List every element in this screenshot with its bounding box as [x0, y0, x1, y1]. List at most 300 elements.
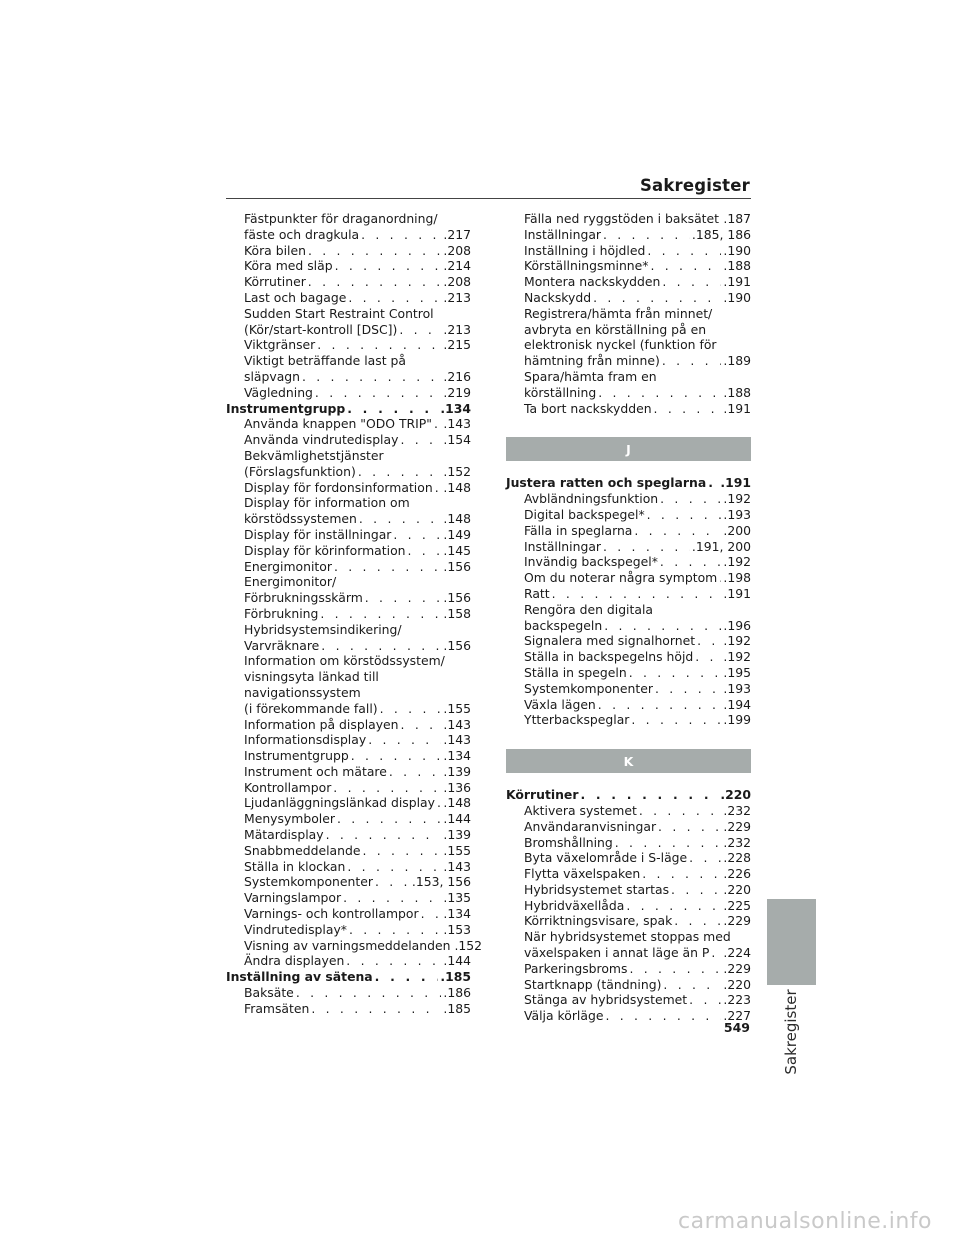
- index-entry: [226, 385, 471, 401]
- dot-leader: [642, 866, 721, 882]
- index-entry-page: .193: [723, 680, 751, 696]
- dot-leader: [347, 401, 438, 417]
- index-entry: [226, 337, 471, 353]
- spacer: [506, 728, 751, 749]
- index-entry-page: .195: [723, 664, 751, 680]
- index-entry-text: Signalera med signalhornet: [524, 633, 696, 649]
- index-entry-page: .223: [723, 992, 751, 1008]
- index-entry-text: avbryta en körställning på en: [524, 321, 707, 337]
- index-entry: [226, 448, 471, 464]
- dot-leader: [343, 890, 441, 906]
- index-entry-text: navigationssystem: [244, 684, 361, 700]
- dot-leader: [639, 803, 722, 819]
- index-entry-text: Användaranvisningar: [524, 818, 657, 834]
- index-entry-text: Avbländningsfunktion: [524, 491, 659, 507]
- index-entry-page: .192: [723, 649, 751, 665]
- index-entry-text: (i förekommande fall): [244, 700, 378, 716]
- spacer: [506, 416, 751, 437]
- index-entry: [226, 717, 471, 733]
- index-entry-page: .155: [443, 842, 471, 858]
- index-entry: [506, 491, 751, 507]
- index-entry: [506, 803, 751, 819]
- index-entry-page: .190: [723, 289, 751, 305]
- index-entry: [226, 874, 471, 890]
- index-entry: [506, 866, 751, 882]
- index-entry-text: Last och bagage: [244, 289, 347, 305]
- index-entry: [226, 780, 471, 796]
- index-entry-page: .156: [443, 590, 471, 606]
- index-entry-page: .154: [443, 432, 471, 448]
- index-entry-text: Varningslampor: [244, 890, 342, 906]
- index-entry-page: .208: [443, 274, 471, 290]
- dot-leader: [434, 416, 441, 432]
- index-entry: [506, 992, 751, 1008]
- index-entry-text: Körrutiner: [506, 787, 579, 803]
- dot-leader: [349, 922, 441, 938]
- index-entry-text: Förbrukning: [244, 605, 319, 621]
- dot-leader: [593, 290, 721, 306]
- dot-leader: [362, 843, 441, 859]
- index-entry: [226, 669, 471, 685]
- dot-leader: [408, 543, 442, 559]
- dot-leader: [389, 764, 442, 780]
- index-entry-page: .192: [723, 633, 751, 649]
- index-entry-text: Förbrukningsskärm: [244, 590, 363, 606]
- index-entry-page: .200: [723, 522, 751, 538]
- index-entry-page: .148: [443, 479, 471, 495]
- dot-leader: [604, 618, 721, 634]
- dot-leader: [708, 475, 718, 491]
- index-entry: [226, 322, 471, 338]
- dot-leader: [400, 432, 441, 448]
- index-entry: [506, 385, 751, 401]
- index-group-j: [506, 475, 751, 728]
- index-entry: [226, 606, 471, 622]
- index-entry: [506, 882, 751, 898]
- index-entry: [506, 539, 751, 555]
- index-entry-main: [506, 787, 751, 803]
- index-entry: [506, 602, 751, 618]
- dot-leader: [629, 665, 722, 681]
- index-entry-text: elektronisk nyckel (funktion för: [524, 337, 717, 353]
- index-entry-page: .158: [443, 605, 471, 621]
- index-entry: [226, 732, 471, 748]
- dot-leader: [358, 464, 442, 480]
- index-entry-text: hämtning från minne): [524, 353, 660, 369]
- dot-leader: [654, 401, 722, 417]
- index-entry-page: .149: [443, 526, 471, 542]
- index-entry: [506, 369, 751, 385]
- index-entry-text: Inställning i höjdled: [524, 242, 646, 258]
- index-entry-page: .190: [723, 242, 751, 258]
- index-entry-page: .220: [723, 881, 751, 897]
- index-entry-page: .187: [723, 211, 751, 226]
- index-entry-page: .196: [723, 617, 751, 633]
- index-entry: [506, 258, 751, 274]
- spacer: [506, 461, 751, 475]
- index-entry-text: Baksäte: [244, 985, 294, 1001]
- index-entry: [226, 258, 471, 274]
- index-entry-page: .208: [443, 242, 471, 258]
- index-entry-text: Ställa in backspegelns höjd: [524, 649, 694, 665]
- index-entry: [226, 764, 471, 780]
- index-entry-text: Menysymboler: [244, 811, 335, 827]
- index-entry: [506, 290, 751, 306]
- dot-leader: [598, 385, 721, 401]
- index-entry-text: Energimonitor/: [244, 574, 337, 590]
- index-entry-page: .156: [443, 558, 471, 574]
- side-section-label-text: Sakregister: [782, 989, 800, 1075]
- index-entry: [226, 543, 471, 559]
- index-entry: [226, 211, 471, 227]
- dot-leader: [580, 787, 718, 803]
- index-entry-text: Kontrollampor: [244, 779, 332, 795]
- index-entry-page: .139: [443, 827, 471, 843]
- index-entry-text: Energimonitor: [244, 558, 332, 574]
- index-entry: [506, 306, 751, 322]
- index-entry-page: .186: [443, 985, 471, 1001]
- dot-leader: [375, 969, 439, 985]
- index-entry-text: fäste och dragkula: [244, 226, 360, 242]
- index-entry: [506, 681, 751, 697]
- index-entry-page: .134: [443, 906, 471, 922]
- index-entry-text: Display för körinformation: [244, 542, 406, 558]
- index-entry-text: Körställningsminne*: [524, 258, 649, 274]
- index-entry: [226, 574, 471, 590]
- dot-leader: [333, 780, 441, 796]
- index-entry: [226, 622, 471, 638]
- index-entry: [226, 527, 471, 543]
- index-entry: [506, 507, 751, 523]
- index-entry-text: Instrument och mätare: [244, 763, 387, 779]
- dot-leader: [347, 859, 441, 875]
- index-entry-main: [226, 401, 471, 417]
- index-entry-page: .134: [443, 748, 471, 764]
- index-entry-text: Fälla ned ryggstöden i baksätet: [524, 211, 720, 226]
- index-entry: [226, 495, 471, 511]
- index-entry-text: Inställningar: [524, 226, 601, 242]
- index-entry-text: Invändig backspegel*: [524, 554, 658, 570]
- index-entry: [226, 480, 471, 496]
- index-entry: [506, 243, 751, 259]
- index-entry-page: .153: [443, 921, 471, 937]
- letter-band-j: J: [506, 437, 751, 461]
- dot-leader: [552, 586, 722, 602]
- dot-leader: [660, 491, 721, 507]
- dot-leader: [437, 795, 441, 811]
- dot-leader: [631, 712, 721, 728]
- dot-leader: [689, 992, 721, 1008]
- index-entry: [226, 985, 471, 1001]
- index-group-seats-continued: [506, 211, 751, 416]
- index-entry-page: .219: [443, 384, 471, 400]
- dot-leader: [674, 913, 721, 929]
- index-entry-text: Viktigt beträffande last på: [244, 353, 406, 369]
- index-group-k: [506, 787, 751, 1024]
- index-entry: [506, 337, 751, 353]
- dot-leader: [695, 649, 721, 665]
- index-entry-text: Bromshållning: [524, 834, 613, 850]
- index-entry: [226, 590, 471, 606]
- index-entry: [506, 898, 751, 914]
- index-entry-text: växelspaken i annat läge än P: [524, 945, 710, 961]
- dot-leader: [697, 633, 721, 649]
- index-entry-page: .191: [723, 274, 751, 290]
- index-entry-text: Information om körstödssystem/: [244, 653, 445, 669]
- index-entry: [506, 618, 751, 634]
- index-entry-page: .229: [723, 960, 751, 976]
- index-entry-text: Instrumentgrupp: [226, 400, 346, 416]
- page-number: 549: [723, 1020, 750, 1035]
- index-entry: [506, 523, 751, 539]
- index-entry-text: Ratt: [524, 585, 550, 601]
- index-entry-page: .144: [443, 953, 471, 969]
- dot-leader: [629, 961, 721, 977]
- index-entry-page: .220: [720, 787, 751, 803]
- index-entry-text: Vindrutedisplay*: [244, 921, 347, 937]
- index-entry-text: Ställa in klockan: [244, 858, 346, 874]
- index-entry-page: .191, 200: [691, 538, 751, 554]
- dot-leader: [365, 590, 442, 606]
- index-entry-text: Hybridsystemsindikering/: [244, 621, 402, 637]
- index-entry-text: Flytta växelspaken: [524, 866, 641, 882]
- dot-leader: [311, 1001, 441, 1017]
- index-entry-text: (Kör/start-kontroll [DSC]): [244, 321, 398, 337]
- index-entry-text: Instrumentgrupp: [244, 748, 349, 764]
- index-entry: [506, 274, 751, 290]
- dot-leader: [663, 977, 721, 993]
- dot-leader: [375, 874, 410, 890]
- index-entry-text: Använda vindrutedisplay: [244, 432, 399, 448]
- dot-leader: [603, 227, 690, 243]
- index-entry-text: visningsyta länkad till: [244, 669, 379, 685]
- dot-leader: [361, 227, 441, 243]
- index-entry: [226, 701, 471, 717]
- index-entry: [506, 977, 751, 993]
- index-column-left: [226, 211, 483, 1017]
- index-entry: [226, 922, 471, 938]
- dot-leader: [315, 385, 441, 401]
- index-entry: [226, 653, 471, 669]
- index-entry-page: .152: [454, 937, 483, 953]
- dot-leader: [647, 507, 722, 523]
- index-entry: [226, 227, 471, 243]
- index-entry: [506, 850, 751, 866]
- dot-leader: [334, 559, 441, 575]
- dot-leader: [650, 258, 721, 274]
- index-entry-page: .191: [723, 585, 751, 601]
- index-entry-text: Montera nackskydden: [524, 274, 661, 290]
- index-entry: [226, 464, 471, 480]
- dot-leader: [399, 322, 441, 338]
- dot-leader: [647, 243, 721, 259]
- index-entry: [226, 685, 471, 701]
- index-entry-page: .148: [443, 511, 471, 527]
- index-entry-text: Sudden Start Restraint Control: [244, 305, 434, 321]
- dot-leader: [401, 717, 442, 733]
- index-entry: [226, 511, 471, 527]
- dot-leader: [615, 835, 722, 851]
- index-entry-page: .224: [723, 945, 751, 961]
- index-entry-text: Registrera/hämta från minnet/: [524, 305, 713, 321]
- dot-leader: [302, 369, 441, 385]
- index-entry-text: körstödssystemen: [244, 511, 357, 527]
- index-entry-text: Snabbmeddelande: [244, 842, 361, 858]
- index-entry: [226, 353, 471, 369]
- index-entry-text: släpvagn: [244, 368, 300, 384]
- index-entry: [506, 929, 751, 945]
- index-entry-page: .199: [723, 712, 751, 728]
- dot-leader: [317, 337, 441, 353]
- index-entry: [226, 638, 471, 654]
- index-entry-page: .152: [443, 463, 471, 479]
- index-entry-text: Ljudanläggningslänkad display: [244, 795, 435, 811]
- watermark: carmanualsonline.info: [678, 1209, 932, 1234]
- index-entry-text: Aktivera systemet: [524, 802, 637, 818]
- index-entry-page: .213: [443, 289, 471, 305]
- index-entry-text: Rengöra den digitala: [524, 601, 653, 617]
- index-entry-text: Bekvämlighetstjänster: [244, 447, 384, 463]
- index-entry: [226, 416, 471, 432]
- index-entry-page: .229: [723, 818, 751, 834]
- index-entry: [506, 961, 751, 977]
- index-entry-text: Använda knappen "ODO TRIP": [244, 416, 432, 432]
- index-entry-page: .156: [443, 637, 471, 653]
- index-entry-text: Inställning av sätena: [226, 969, 373, 985]
- index-entry-page: .192: [723, 491, 751, 507]
- index-entry-text: Stänga av hybridsystemet: [524, 992, 688, 1008]
- index-entry-page: .214: [443, 258, 471, 274]
- index-entry-text: Spara/hämta fram en: [524, 368, 657, 384]
- index-entry-page: .220: [723, 976, 751, 992]
- dot-leader: [435, 480, 442, 496]
- index-entry: [506, 1008, 751, 1024]
- index-entry: [506, 633, 751, 649]
- index-entry-text: Varvräknare: [244, 637, 320, 653]
- index-entry-page: .136: [443, 779, 471, 795]
- index-entry-text: Körrutiner: [244, 274, 306, 290]
- index-entry-page: .143: [443, 732, 471, 748]
- index-entry-text: Växla lägen: [524, 696, 596, 712]
- header-rule: [226, 198, 751, 199]
- index-entry-page: .215: [443, 337, 471, 353]
- spacer: [506, 773, 751, 787]
- index-entry-text: Om du noterar några symptom: [524, 570, 718, 586]
- side-section-label: [769, 990, 813, 1110]
- index-column-right: [506, 211, 751, 1024]
- index-entry-text: Information på displayen: [244, 716, 399, 732]
- index-entry-page: .134: [440, 400, 471, 416]
- index-entry-page: .227: [723, 1008, 751, 1024]
- index-entry: [226, 290, 471, 306]
- index-entry-page: .225: [723, 897, 751, 913]
- index-entry: [506, 835, 751, 851]
- index-entry-page: .139: [443, 763, 471, 779]
- index-entry-main: [226, 969, 471, 985]
- dot-leader: [335, 258, 442, 274]
- index-entry-text: Fälla in speglarna: [524, 522, 633, 538]
- index-entry: [226, 243, 471, 259]
- index-entry: [226, 890, 471, 906]
- dot-leader: [393, 527, 441, 543]
- index-entry-page: .232: [723, 834, 751, 850]
- dot-leader: [380, 701, 442, 717]
- index-entry-page: .144: [443, 811, 471, 827]
- index-entry-page: .188: [723, 384, 751, 400]
- index-entry-text: Systemkomponenter: [244, 874, 373, 890]
- dot-leader: [351, 748, 442, 764]
- index-entry-page: .216: [443, 368, 471, 384]
- dot-leader: [320, 606, 441, 622]
- index-entry-page: .213: [443, 321, 471, 337]
- index-entry: [226, 937, 483, 954]
- dot-leader: [603, 539, 690, 555]
- index-entry-text: Körriktningsvisare, spak: [524, 913, 673, 929]
- index-entry-text: (Förslagsfunktion): [244, 463, 356, 479]
- index-entry-text: Display för information om: [244, 495, 410, 511]
- index-entry: [506, 570, 751, 586]
- index-entry-text: Hybridsystemet startas: [524, 881, 670, 897]
- index-entry-page: .232: [723, 802, 751, 818]
- index-entry: [226, 843, 471, 859]
- index-entry-main: [506, 475, 751, 491]
- index-entry-page: .143: [443, 858, 471, 874]
- index-entry-text: Ytterbackspeglar: [524, 712, 630, 728]
- side-thumb-tab: [767, 899, 816, 985]
- index-entry-text: körställning: [524, 384, 597, 400]
- index-entry-text: Ändra displayen: [244, 953, 345, 969]
- index-entry-text: Framsäten: [244, 1000, 310, 1016]
- dot-leader: [671, 882, 721, 898]
- page-header-title: Sakregister: [639, 176, 750, 195]
- index-entry: [226, 306, 471, 322]
- index-entry-text: Byta växelområde i S-läge: [524, 850, 688, 866]
- dot-leader: [421, 906, 442, 922]
- index-entry-page: .188: [723, 258, 751, 274]
- dot-leader: [660, 554, 721, 570]
- letter-band-k: K: [506, 749, 751, 773]
- index-entry: [506, 712, 751, 728]
- index-entry-text: Parkeringsbroms: [524, 960, 628, 976]
- dot-leader: [634, 523, 721, 539]
- dot-leader: [368, 732, 441, 748]
- index-entry: [226, 274, 471, 290]
- index-entry-page: .143: [443, 716, 471, 732]
- index-entry-page: .192: [723, 554, 751, 570]
- index-entry-text: Fästpunkter för draganordning/: [244, 211, 438, 226]
- index-entry: [506, 353, 751, 369]
- index-entry: [506, 227, 751, 243]
- index-entry: [506, 401, 751, 417]
- index-entry-page: .135: [443, 890, 471, 906]
- index-entry-text: När hybridsystemet stoppas med: [524, 929, 731, 945]
- dot-leader: [321, 638, 441, 654]
- index-entry: [226, 795, 471, 811]
- index-entry-text: Inställningar: [524, 538, 601, 554]
- dot-leader: [348, 290, 441, 306]
- index-entry-text: Nackskydd: [524, 289, 592, 305]
- index-entry-text: Mätardisplay: [244, 827, 324, 843]
- index-entry-page: .198: [723, 570, 751, 586]
- index-entry: [226, 953, 471, 969]
- dot-leader: [662, 274, 721, 290]
- index-entry-page: .145: [443, 542, 471, 558]
- index-entry-text: Viktgränser: [244, 337, 316, 353]
- index-entry: [506, 945, 751, 961]
- index-entry-text: Visning av varningsmeddelanden: [244, 937, 451, 953]
- index-entry-text: Ställa in spegeln: [524, 664, 627, 680]
- index-entry-page: .191: [720, 475, 751, 491]
